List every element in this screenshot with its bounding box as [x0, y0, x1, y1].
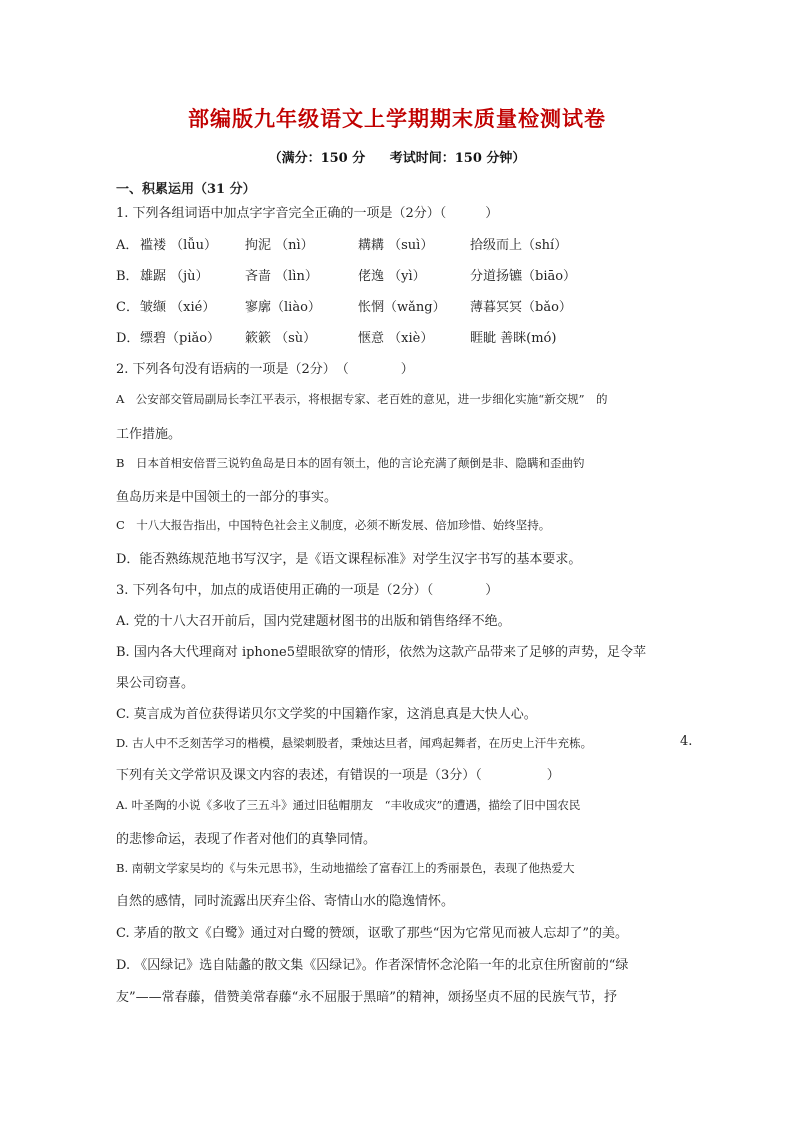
- option-item: 惬意 （xiè）: [358, 331, 434, 346]
- option-item: 簌簌 （sù）: [245, 331, 317, 346]
- exam-time: 考试时间：150 分钟）: [389, 151, 526, 166]
- option-label: A．: [116, 238, 139, 253]
- q4-option-a: A. 叶圣陶的小说《多收了三五斗》通过旧毡帽朋友 “丰收成灾”的遭遇，描绘了旧中国农民: [116, 798, 581, 812]
- q4-stem: 下列有关文学常识及课文内容的表述，有错误的一项是（3分）（ ）: [116, 768, 560, 783]
- q4-option-a-cont: 的悲惨命运，表现了作者对他们的真挚同情。: [116, 832, 377, 847]
- option-item: 褴褛 （lǚu）: [140, 238, 218, 253]
- option-label: D．: [116, 331, 140, 346]
- option-item: 皱缬 （xié）: [140, 300, 216, 315]
- page-title: 部编版九年级语文上学期期末质量检测试卷: [188, 106, 606, 131]
- full-score: （满分：150 分: [268, 151, 366, 166]
- option-item: 薄暮冥冥（bǎo）: [470, 300, 572, 315]
- q2-option-c: C 十八大报告指出，中国特色社会主义制度，必须不断发展、倍加珍惜、始终坚持。: [116, 518, 551, 532]
- option-item: 寥廓（liào）: [245, 300, 321, 315]
- option-item: 怅惘（wǎng）: [358, 300, 446, 315]
- q2-option-a-cont: 工作措施。: [116, 427, 182, 442]
- q3-option-b: B. 国内各大代理商对 iphone5望眼欲穿的情形，依然为这款产品带来了足够的声势，足令苹: [116, 645, 646, 660]
- q4-option-d: D. 《囚绿记》选自陆蠡的散文集《囚绿记》。作者深情怀念沦陷一年的北京住所窗前的“绿: [116, 958, 629, 973]
- option-label: C．: [116, 300, 139, 315]
- q3-stem: 3. 下列各句中，加点的成语使用正确的一项是（2分）（ ）: [116, 583, 499, 598]
- option-label: B．: [116, 269, 139, 284]
- option-item: 佬逸 （yì）: [358, 269, 426, 284]
- q4-option-d-cont: 友”——常春藤，借赞美常春藤“永不屈服于黑暗”的精神，颂扬坚贞不屈的民族气节，抒: [116, 990, 617, 1005]
- q3-option-c: C. 莫言成为首位获得诺贝尔文学奖的中国籍作家，这消息真是大快人心。: [116, 707, 537, 722]
- q3-option-b-cont: 果公司窃喜。: [116, 676, 195, 691]
- q4-number: 4.: [680, 734, 693, 749]
- q2-stem: 2. 下列各句没有语病的一项是（2分） （ ）: [116, 362, 414, 377]
- q4-option-c: C. 茅盾的散文《白鹭》通过对白鹭的赞颂，讴歌了那些“因为它常见而被人忘却了”的美。: [116, 926, 629, 941]
- q2-option-b: B 日本首相安倍晋三说钓鱼岛是日本的固有领土，他的言论充满了颠倒是非、隐瞒和歪曲钓: [116, 456, 585, 470]
- q4-option-b: B. 南朝文学家吴均的《与朱元思书》，生动地描绘了富春江上的秀丽景色，表现了他热爱大: [116, 861, 575, 875]
- q2-option-d: D．能否熟练规范地书写汉字，是《语文课程标准》对学生汉字书写的基本要求。: [116, 552, 582, 567]
- option-item: 拾级而上（shí）: [470, 238, 568, 253]
- q4-option-b-cont: 自然的感情，同时流露出厌弃尘俗、寄情山水的隐逸情怀。: [116, 894, 455, 909]
- exam-info: [0, 147, 794, 166]
- option-item: 吝啬 （lìn）: [245, 269, 318, 284]
- q3-option-d: D. 古人中不乏刻苦学习的楷模，悬梁刺股者，秉烛达旦者，闻鸡起舞者，在历史上汗牛充栋。: [116, 736, 593, 750]
- q3-option-a: A. 党的十八大召开前后，国内党建题材图书的出版和销售络绎不绝。: [116, 614, 511, 629]
- q2-option-b-cont: 鱼岛历来是中国领土的一部分的事实。: [116, 490, 338, 505]
- option-item: 拘泥 （nì）: [245, 238, 314, 253]
- option-item: 耩耩 （suì）: [358, 238, 434, 253]
- q2-option-a: A 公安部交管局副局长李江平表示，将根据专家、老百姓的意见，进一步细化实施“新交规” 的: [116, 392, 608, 406]
- option-item: 睚眦 善眯(mó): [470, 331, 557, 346]
- section-heading: 一、积累运用（31 分）: [116, 182, 256, 197]
- option-item: 缥碧（piǎo）: [140, 331, 221, 346]
- q1-stem: 1. 下列各组词语中加点字字音完全正确的一项是（2分）（ ）: [116, 206, 499, 221]
- option-item: 雄踞 （jù）: [140, 269, 209, 284]
- option-item: 分道扬镳（biāo）: [470, 269, 577, 284]
